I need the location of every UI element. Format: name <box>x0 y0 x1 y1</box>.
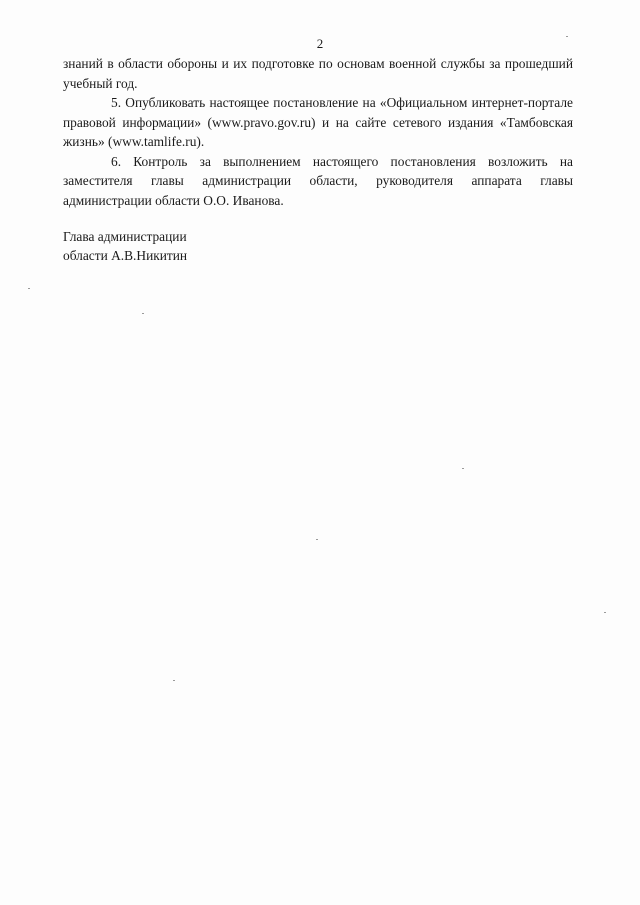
scan-speck <box>28 288 30 289</box>
document-body <box>63 54 573 210</box>
scan-speck <box>316 539 318 540</box>
scan-speck <box>462 468 464 469</box>
signature-block <box>63 227 187 265</box>
scan-speck <box>173 680 175 681</box>
paragraph-item-6: 6. Контроль за выполнением настоящего постановления возложить на заместителя главы администрации области, руководителя аппарата главы администрации области О.О. Иванова. <box>63 153 573 208</box>
scan-speck <box>142 313 144 314</box>
scan-speck <box>566 36 568 37</box>
paragraph-item-5: 5. Опубликовать настоящее постановление на «Официальном интернет-портале правовой информации» (www.pravo.gov.ru) и на сайте сетевого издания «Тамбовская жизнь» (www.tamlife.ru). <box>63 95 573 149</box>
signature-title: Глава администрации <box>63 229 187 244</box>
paragraph-continuation: знаний в области обороны и их подготовке по основам военной службы за прошедший учебный год. <box>63 56 573 91</box>
scan-speck <box>604 612 606 613</box>
signature-name: области А.В.Никитин <box>63 248 188 263</box>
page-number: 2 <box>316 36 324 51</box>
